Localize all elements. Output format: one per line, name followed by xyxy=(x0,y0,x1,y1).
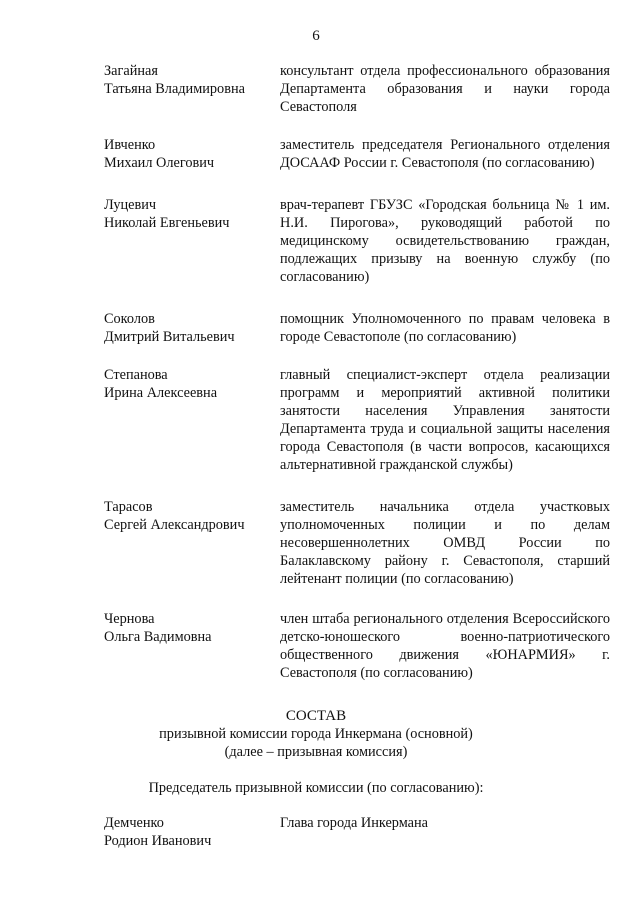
section-subtitle: призывной комиссии города Инкермана (основной) xyxy=(159,726,473,742)
member-entry xyxy=(104,610,610,682)
chair-label: Председатель призывной комиссии (по согласованию): xyxy=(148,780,484,796)
member-name xyxy=(104,196,280,232)
member-role: член штаба регионального отделения Всероссийского детско-юношеского военно-патриотического общественного движения «ЮНАРМИЯ» г. Севастополя (по согласованию) xyxy=(280,611,610,681)
member-surname: Луцевич xyxy=(104,197,157,213)
chair-surname: Демченко xyxy=(104,815,164,831)
member-entry xyxy=(104,310,610,346)
member-role: заместитель начальника отдела участковых уполномоченных полиции и по делам несовершеннолетних ОМВД России по Балаклавскому району г. Севастополя, старший лейтенант полиции (по согласованию) xyxy=(280,499,610,587)
member-role: помощник Уполномоченного по правам человека в городе Севастополе (по согласованию) xyxy=(280,311,610,345)
member-name xyxy=(104,62,280,98)
member-entry xyxy=(104,498,610,588)
member-surname: Степанова xyxy=(104,367,168,383)
member-given-names: Сергей Александрович xyxy=(104,517,245,533)
chair-entry xyxy=(104,814,610,850)
section-subtitle-note: (далее – призывная комиссия) xyxy=(224,744,408,760)
member-surname: Загайная xyxy=(104,63,158,79)
member-name xyxy=(104,310,280,346)
section-title: СОСТАВ xyxy=(285,708,347,724)
member-given-names: Ирина Алексеевна xyxy=(104,385,218,401)
chair-given-names: Родион Иванович xyxy=(104,833,212,849)
member-entry xyxy=(104,366,610,474)
member-role: заместитель председателя Регионального отделения ДОСААФ России г. Севастополя (по согласованию) xyxy=(280,137,610,171)
member-name xyxy=(104,136,280,172)
member-given-names: Николай Евгеньевич xyxy=(104,215,230,231)
member-given-names: Татьяна Владимировна xyxy=(104,81,245,97)
member-list xyxy=(104,62,610,702)
chair-role: Глава города Инкермана xyxy=(280,815,429,831)
member-role: главный специалист-эксперт отдела реализации программ и мероприятий активной политики занятости населения Управления занятости Департамента труда и социальной защиты населения города Севастополя (в части вопросов, касающихся альтернативной гражданской службы) xyxy=(280,367,610,473)
member-surname: Чернова xyxy=(104,611,155,627)
chair-name xyxy=(104,814,280,850)
member-surname: Ивченко xyxy=(104,137,156,153)
member-name xyxy=(104,610,280,646)
member-entry xyxy=(104,136,610,172)
member-role: врач-терапевт ГБУЗС «Городская больница № 1 им. Н.И. Пирогова», руководящий работой по медицинскому освидетельствованию граждан, подлежащих призыву на военную службу (по согласованию) xyxy=(280,197,610,285)
member-surname: Соколов xyxy=(104,311,155,327)
member-surname: Тарасов xyxy=(104,499,153,515)
member-entry xyxy=(104,62,610,116)
member-name xyxy=(104,366,280,402)
member-name xyxy=(104,498,280,534)
page-number: 6 xyxy=(312,28,320,44)
member-given-names: Дмитрий Витальевич xyxy=(104,329,235,345)
member-entry xyxy=(104,196,610,286)
member-given-names: Михаил Олегович xyxy=(104,155,215,171)
member-given-names: Ольга Вадимовна xyxy=(104,629,212,645)
member-role: консультант отдела профессионального образования Департамента образования и науки города Севастополя xyxy=(280,63,610,115)
